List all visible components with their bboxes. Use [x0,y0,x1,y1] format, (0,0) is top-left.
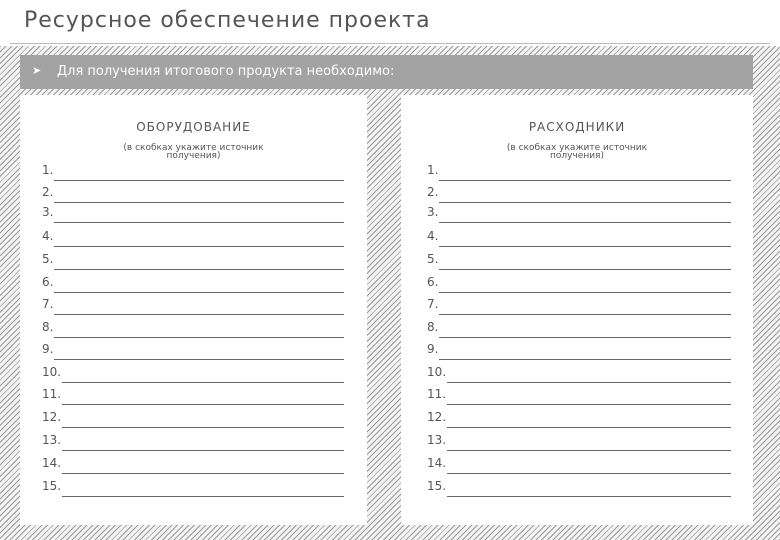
fill-in-line[interactable] [54,269,344,270]
equipment-line-9[interactable] [42,342,344,360]
line-number: 12. [42,410,62,424]
line-number: 7. [42,297,54,311]
fill-in-line[interactable] [439,269,731,270]
line-number: 1. [42,163,54,177]
banner-text: Для получения итогового продукта необходимо: [57,64,395,79]
fill-in-line[interactable] [54,314,344,315]
line-number: 8. [427,320,439,334]
equipment-note: (в скобках укажите источник получения) [123,143,264,161]
fill-in-line[interactable] [54,180,344,181]
fill-in-line[interactable] [439,180,731,181]
supplies-line-14[interactable] [427,456,731,474]
line-number: 8. [42,320,54,334]
line-number: 9. [42,342,54,356]
supplies-card [401,95,753,525]
line-number: 13. [42,433,62,447]
arrow-bullet-icon: ➤ [32,64,42,77]
fill-in-line[interactable] [439,222,731,223]
fill-in-line[interactable] [439,202,731,203]
supplies-line-7[interactable] [427,297,731,315]
fill-in-line[interactable] [62,496,344,497]
equipment-line-11[interactable] [42,387,344,405]
equipment-line-15[interactable] [42,479,344,497]
equipment-line-7[interactable] [42,297,344,315]
line-number: 9. [427,342,439,356]
title-divider [10,43,770,44]
line-number: 3. [42,205,54,219]
fill-in-line[interactable] [447,450,731,451]
fill-in-line[interactable] [54,292,344,293]
equipment-line-4[interactable] [42,229,344,247]
line-number: 15. [427,479,447,493]
line-number: 6. [42,275,54,289]
supplies-line-8[interactable] [427,320,731,338]
line-number: 7. [427,297,439,311]
line-number: 10. [42,365,62,379]
fill-in-line[interactable] [62,404,344,405]
fill-in-line[interactable] [54,337,344,338]
fill-in-line[interactable] [447,427,731,428]
line-number: 5. [427,252,439,266]
equipment-line-2[interactable] [42,185,344,203]
line-number: 4. [427,229,439,243]
fill-in-line[interactable] [62,427,344,428]
equipment-line-10[interactable] [42,365,344,383]
equipment-line-5[interactable] [42,252,344,270]
supplies-line-11[interactable] [427,387,731,405]
line-number: 14. [42,456,62,470]
supplies-line-3[interactable] [427,205,731,223]
equipment-line-3[interactable] [42,205,344,223]
supplies-heading: РАСХОДНИКИ [528,120,626,134]
line-number: 2. [42,185,54,199]
header [0,0,780,44]
line-number: 11. [42,387,62,401]
line-number: 1. [427,163,439,177]
fill-in-line[interactable] [439,337,731,338]
fill-in-line[interactable] [447,496,731,497]
fill-in-line[interactable] [62,382,344,383]
line-number: 15. [42,479,62,493]
instruction-banner [20,55,753,89]
fill-in-line[interactable] [54,222,344,223]
line-number: 3. [427,205,439,219]
supplies-line-9[interactable] [427,342,731,360]
supplies-line-15[interactable] [427,479,731,497]
fill-in-line[interactable] [54,359,344,360]
line-number: 14. [427,456,447,470]
fill-in-line[interactable] [447,382,731,383]
equipment-line-8[interactable] [42,320,344,338]
line-number: 11. [427,387,447,401]
fill-in-line[interactable] [54,202,344,203]
equipment-line-13[interactable] [42,433,344,451]
fill-in-line[interactable] [447,473,731,474]
fill-in-line[interactable] [439,314,731,315]
line-number: 13. [427,433,447,447]
fill-in-line[interactable] [62,473,344,474]
line-number: 10. [427,365,447,379]
fill-in-line[interactable] [62,450,344,451]
equipment-heading: ОБОРУДОВАНИЕ [136,120,251,134]
supplies-line-6[interactable] [427,275,731,293]
fill-in-line[interactable] [447,404,731,405]
equipment-line-12[interactable] [42,410,344,428]
supplies-line-2[interactable] [427,185,731,203]
fill-in-line[interactable] [439,359,731,360]
supplies-line-12[interactable] [427,410,731,428]
line-number: 2. [427,185,439,199]
supplies-line-1[interactable] [427,163,731,181]
supplies-line-10[interactable] [427,365,731,383]
supplies-note: (в скобках укажите источник получения) [506,143,648,161]
equipment-line-1[interactable] [42,163,344,181]
supplies-line-13[interactable] [427,433,731,451]
line-number: 4. [42,229,54,243]
line-number: 6. [427,275,439,289]
fill-in-line[interactable] [439,246,731,247]
line-number: 5. [42,252,54,266]
supplies-line-4[interactable] [427,229,731,247]
fill-in-line[interactable] [54,246,344,247]
line-number: 12. [427,410,447,424]
supplies-line-5[interactable] [427,252,731,270]
fill-in-line[interactable] [439,292,731,293]
equipment-line-6[interactable] [42,275,344,293]
equipment-line-14[interactable] [42,456,344,474]
page-title: Ресурсное обеспечение проекта [24,8,431,33]
equipment-card [20,95,367,525]
